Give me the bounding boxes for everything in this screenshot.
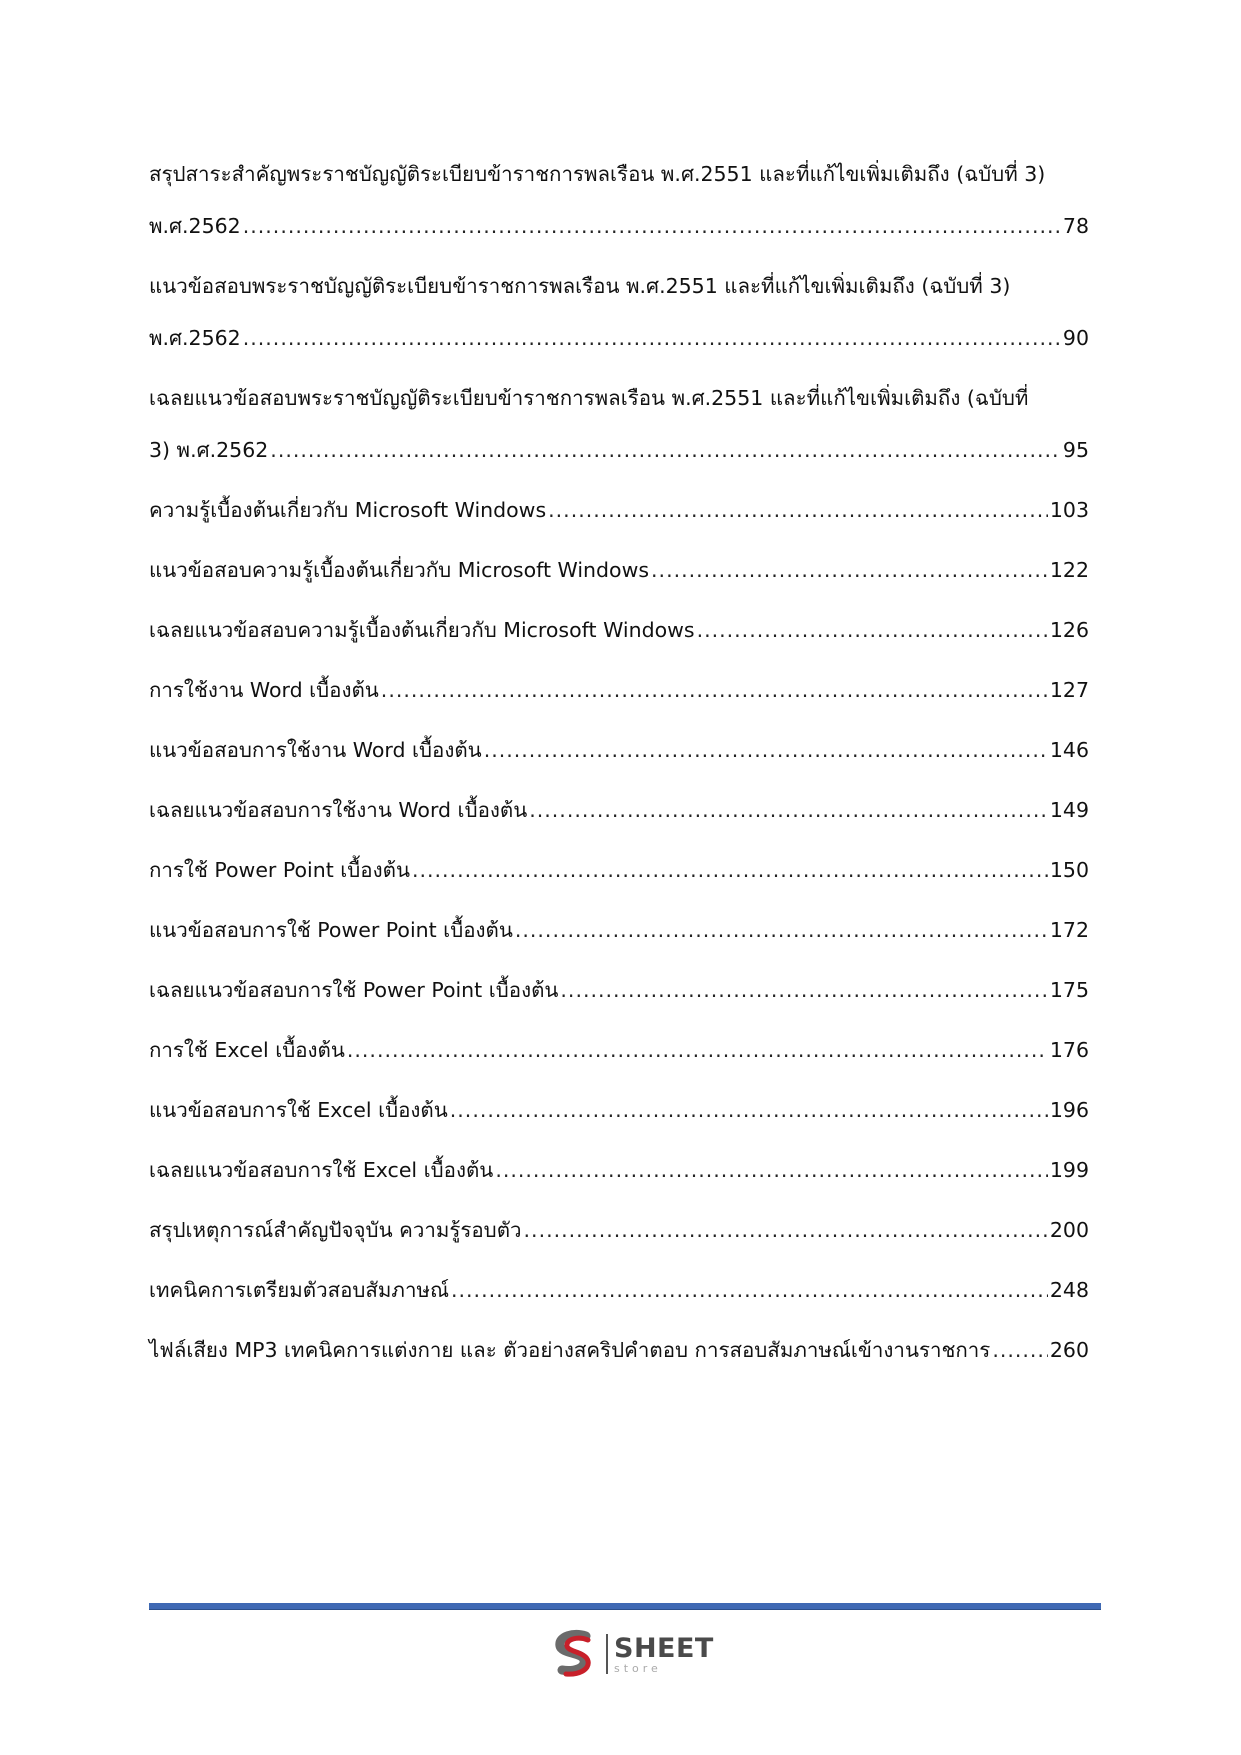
dot-leader xyxy=(243,312,1061,364)
logo-divider xyxy=(606,1634,608,1674)
dot-leader xyxy=(515,904,1048,956)
toc-entry-title: แนวข้อสอบการใช้ Power Point เบื้องต้น xyxy=(149,918,513,942)
toc-entry[interactable] xyxy=(149,1264,1089,1316)
table-of-contents xyxy=(149,148,1089,1384)
toc-entry-page: 127 xyxy=(1049,678,1089,702)
dot-leader xyxy=(992,1324,1048,1376)
toc-entry[interactable] xyxy=(149,1324,1089,1376)
toc-entry-title: การใช้ Power Point เบื้องต้น xyxy=(149,858,410,882)
toc-entry[interactable] xyxy=(149,484,1089,536)
footer-rule xyxy=(149,1603,1101,1610)
toc-entry[interactable] xyxy=(149,724,1089,776)
toc-entry[interactable] xyxy=(149,260,1089,364)
toc-entry-title: แนวข้อสอบความรู้เบื้องต้นเกี่ยวกับ Microsoft Windows xyxy=(149,558,650,582)
dot-leader xyxy=(381,664,1048,716)
toc-entry-title: เทคนิคการเตรียมตัวสอบสัมภาษณ์ xyxy=(149,1278,449,1302)
sheet-store-logo-icon xyxy=(548,1628,600,1680)
dot-leader xyxy=(529,784,1048,836)
dot-leader xyxy=(243,200,1061,252)
toc-entry[interactable] xyxy=(149,964,1089,1016)
toc-entry-page: 175 xyxy=(1049,978,1089,1002)
toc-entry-page: 90 xyxy=(1062,326,1089,350)
toc-entry-page: 122 xyxy=(1049,558,1089,582)
toc-entry-page: 126 xyxy=(1049,618,1089,642)
logo-subtitle: store xyxy=(614,1661,662,1675)
toc-entry-page: 95 xyxy=(1062,438,1089,462)
toc-entry-title: สรุปเหตุการณ์สำคัญปัจจุบัน ความรู้รอบตัว xyxy=(149,1218,522,1242)
sheet-store-logo xyxy=(548,1626,728,1682)
toc-entry-page: 200 xyxy=(1049,1218,1089,1242)
toc-entry-page: 176 xyxy=(1049,1038,1089,1062)
toc-entry-title: เฉลยแนวข้อสอบพระราชบัญญัติระเบียบข้าราชการพลเรือน พ.ศ.2551 และที่แก้ไขเพิ่มเติมถึง (ฉบับที่ xyxy=(149,386,1029,410)
dot-leader xyxy=(697,604,1048,656)
toc-entry[interactable] xyxy=(149,372,1089,476)
toc-entry-title-cont: 3) พ.ศ.2562 xyxy=(149,438,269,462)
dot-leader xyxy=(412,844,1048,896)
toc-entry-title: เฉลยแนวข้อสอบการใช้งาน Word เบื้องต้น xyxy=(149,798,528,822)
toc-entry[interactable] xyxy=(149,1084,1089,1136)
toc-entry[interactable] xyxy=(149,904,1089,956)
toc-entry-page: 196 xyxy=(1049,1098,1089,1122)
toc-entry-title: เฉลยแนวข้อสอบการใช้ Power Point เบื้องต้น xyxy=(149,978,559,1002)
dot-leader xyxy=(495,1144,1048,1196)
toc-entry-page: 172 xyxy=(1049,918,1089,942)
toc-entry-title: แนวข้อสอบการใช้ Excel เบื้องต้น xyxy=(149,1098,448,1122)
toc-entry[interactable] xyxy=(149,148,1089,252)
toc-entry-title: สรุปสาระสำคัญพระราชบัญญัติระเบียบข้าราชการพลเรือน พ.ศ.2551 และที่แก้ไขเพิ่มเติมถึง (ฉบับที่ 3) xyxy=(149,162,1046,186)
dot-leader xyxy=(484,724,1048,776)
toc-entry-page: 248 xyxy=(1049,1278,1089,1302)
dot-leader xyxy=(651,544,1048,596)
toc-entry-page: 149 xyxy=(1049,798,1089,822)
toc-entry[interactable] xyxy=(149,1144,1089,1196)
dot-leader xyxy=(451,1264,1048,1316)
toc-entry[interactable] xyxy=(149,844,1089,896)
dot-leader xyxy=(548,484,1048,536)
logo-wordmark: SHEET xyxy=(614,1632,714,1664)
toc-entry-title: ความรู้เบื้องต้นเกี่ยวกับ Microsoft Windows xyxy=(149,498,547,522)
toc-entry-title: แนวข้อสอบการใช้งาน Word เบื้องต้น xyxy=(149,738,482,762)
toc-entry-page: 260 xyxy=(1049,1338,1089,1362)
toc-entry[interactable] xyxy=(149,1024,1089,1076)
toc-entry[interactable] xyxy=(149,604,1089,656)
toc-entry-page: 150 xyxy=(1049,858,1089,882)
dot-leader xyxy=(524,1204,1048,1256)
dot-leader xyxy=(450,1084,1048,1136)
toc-entry-title: เฉลยแนวข้อสอบการใช้ Excel เบื้องต้น xyxy=(149,1158,494,1182)
toc-entry[interactable] xyxy=(149,784,1089,836)
toc-entry-page: 146 xyxy=(1049,738,1089,762)
toc-entry-title: แนวข้อสอบพระราชบัญญัติระเบียบข้าราชการพลเรือน พ.ศ.2551 และที่แก้ไขเพิ่มเติมถึง (ฉบับที่ 3) xyxy=(149,274,1011,298)
toc-entry-title-cont: พ.ศ.2562 xyxy=(149,326,241,350)
toc-entry-title: การใช้งาน Word เบื้องต้น xyxy=(149,678,379,702)
toc-entry-title: การใช้ Excel เบื้องต้น xyxy=(149,1038,345,1062)
toc-entry-page: 78 xyxy=(1062,214,1089,238)
toc-entry-page: 103 xyxy=(1049,498,1089,522)
toc-entry-title: ไฟล์เสียง MP3 เทคนิคการแต่งกาย และ ตัวอย่างสคริปคำตอบ การสอบสัมภาษณ์เข้างานราชการ xyxy=(149,1338,991,1362)
dot-leader xyxy=(560,964,1047,1016)
toc-entry[interactable] xyxy=(149,544,1089,596)
dot-leader xyxy=(347,1024,1048,1076)
toc-entry[interactable] xyxy=(149,664,1089,716)
toc-entry-title-cont: พ.ศ.2562 xyxy=(149,214,241,238)
toc-entry[interactable] xyxy=(149,1204,1089,1256)
toc-entry-page: 199 xyxy=(1049,1158,1089,1182)
dot-leader xyxy=(270,424,1061,476)
toc-entry-title: เฉลยแนวข้อสอบความรู้เบื้องต้นเกี่ยวกับ Microsoft Windows xyxy=(149,618,695,642)
